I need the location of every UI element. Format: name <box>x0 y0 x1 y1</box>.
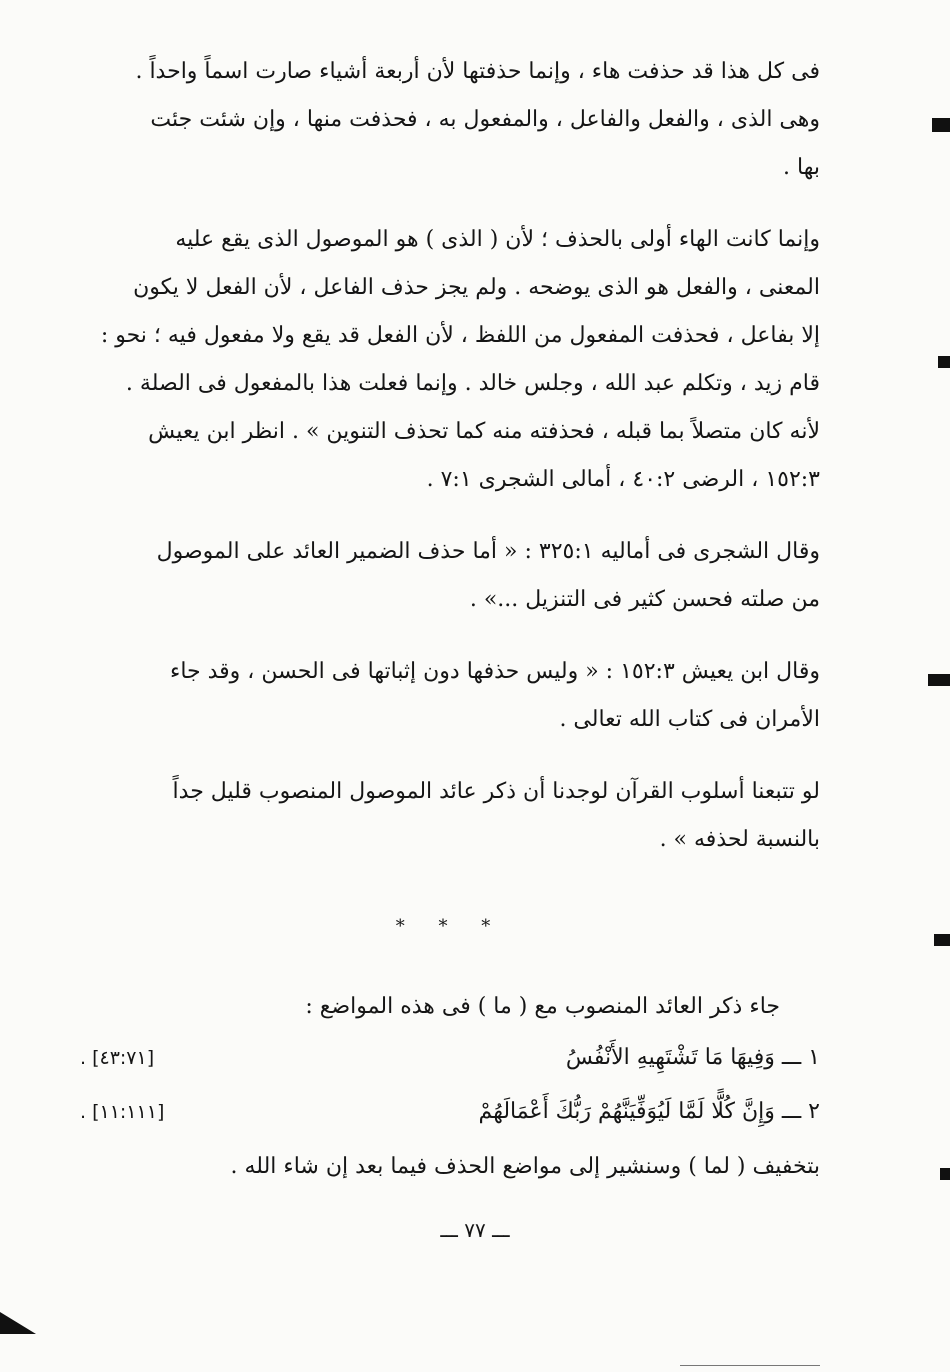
text-line: من صلته فحسن كثير فى التنزيل ...» . <box>469 587 820 612</box>
verse-list <box>80 1031 820 1139</box>
corner-triangle-mark <box>0 1312 36 1334</box>
verse-item <box>80 1085 820 1139</box>
text-line: وهى الذى ، والفعل والفاعل ، والمفعول به ، فحذفت منها ، وإن شئت جئت <box>150 107 820 132</box>
text-line: وإنما كانت الهاء أولى بالحذف ؛ لأن ( الذى ) هو الموصول الذى يقع عليه <box>175 227 820 252</box>
text-line: فى كل هذا قد حذفت هاء ، وإنما حذفتها لأن أربعة أشياء صارت اسماً واحداً . <box>135 59 820 84</box>
scan-edge-mark <box>938 356 950 368</box>
paragraph-2 <box>80 216 820 504</box>
verse-text: ١ ـــ وَفِيهَا مَا تَشْتَهِيهِ الأَنْفُسُ <box>565 1045 820 1070</box>
bottom-rule <box>680 1365 820 1366</box>
text-line: بها . <box>783 155 820 180</box>
scan-edge-mark <box>940 1168 950 1180</box>
closing-note: بتخفيف ( لما ) وسنشير إلى مواضع الحذف فيما بعد إن شاء الله . <box>230 1154 820 1179</box>
scan-edge-mark <box>934 934 950 946</box>
verse-item <box>80 1031 820 1085</box>
page-body <box>80 48 820 1191</box>
verse-text: ٢ ـــ وَإِنَّ كُلًّا لَمَّا لَيُوَفِّيَنَّهُمْ رَبُّكَ أَعْمَالَهُمْ <box>478 1099 820 1124</box>
page-number: ـــ ٧٧ ـــ <box>440 1218 510 1242</box>
text-line: لو تتبعنا أسلوب القرآن لوجدنا أن ذكر عائد الموصول المنصوب قليل جداً <box>172 779 820 804</box>
scan-edge-mark <box>928 674 950 686</box>
text-line: ١٥٢:٣ ، الرضى ٤٠:٢ ، أمالى الشجرى ٧:١ . <box>426 467 820 492</box>
text-line: إلا بفاعل ، فحذفت المفعول من اللفظ ، لأن الفعل قد يقع ولا مفعول فيه ؛ نحو : <box>100 323 820 348</box>
scan-edge-mark <box>932 118 950 132</box>
paragraph-3 <box>80 528 820 624</box>
paragraph-1 <box>80 48 820 192</box>
text-line: بالنسبة لحذفه » . <box>659 827 820 852</box>
verse-reference: . [١١:١١١] <box>80 1101 165 1123</box>
text-line: وقال الشجرى فى أماليه ٣٢٥:١ : « أما حذف الضمير العائد على الموصول <box>156 539 820 564</box>
text-line: الأمران فى كتاب الله تعالى . <box>559 707 820 732</box>
verses-intro: جاء ذكر العائد المنصوب مع ( ما ) فى هذه المواضع : <box>305 994 780 1019</box>
section-separator: * * * <box>395 916 505 937</box>
verse-reference: . [٤٣:٧١] <box>80 1047 155 1069</box>
paragraphs <box>80 48 820 864</box>
paragraph-4 <box>80 648 820 744</box>
text-line: وقال ابن يعيش ١٥٢:٣ : « وليس حذفها دون إثباتها فى الحسن ، وقد جاء <box>169 659 820 684</box>
text-line: المعنى ، والفعل هو الذى يوضحه . ولم يجز حذف الفاعل ، لأن الفعل لا يكون <box>133 275 820 300</box>
paragraph-5 <box>80 768 820 864</box>
text-line: لأنه كان متصلاً بما قبله ، فحذفته منه كما تحذف التنوين » . انظر ابن يعيش <box>148 419 820 444</box>
text-line: قام زيد ، وتكلم عبد الله ، وجلس خالد . وإنما فعلت هذا بالمفعول فى الصلة . <box>125 371 820 396</box>
